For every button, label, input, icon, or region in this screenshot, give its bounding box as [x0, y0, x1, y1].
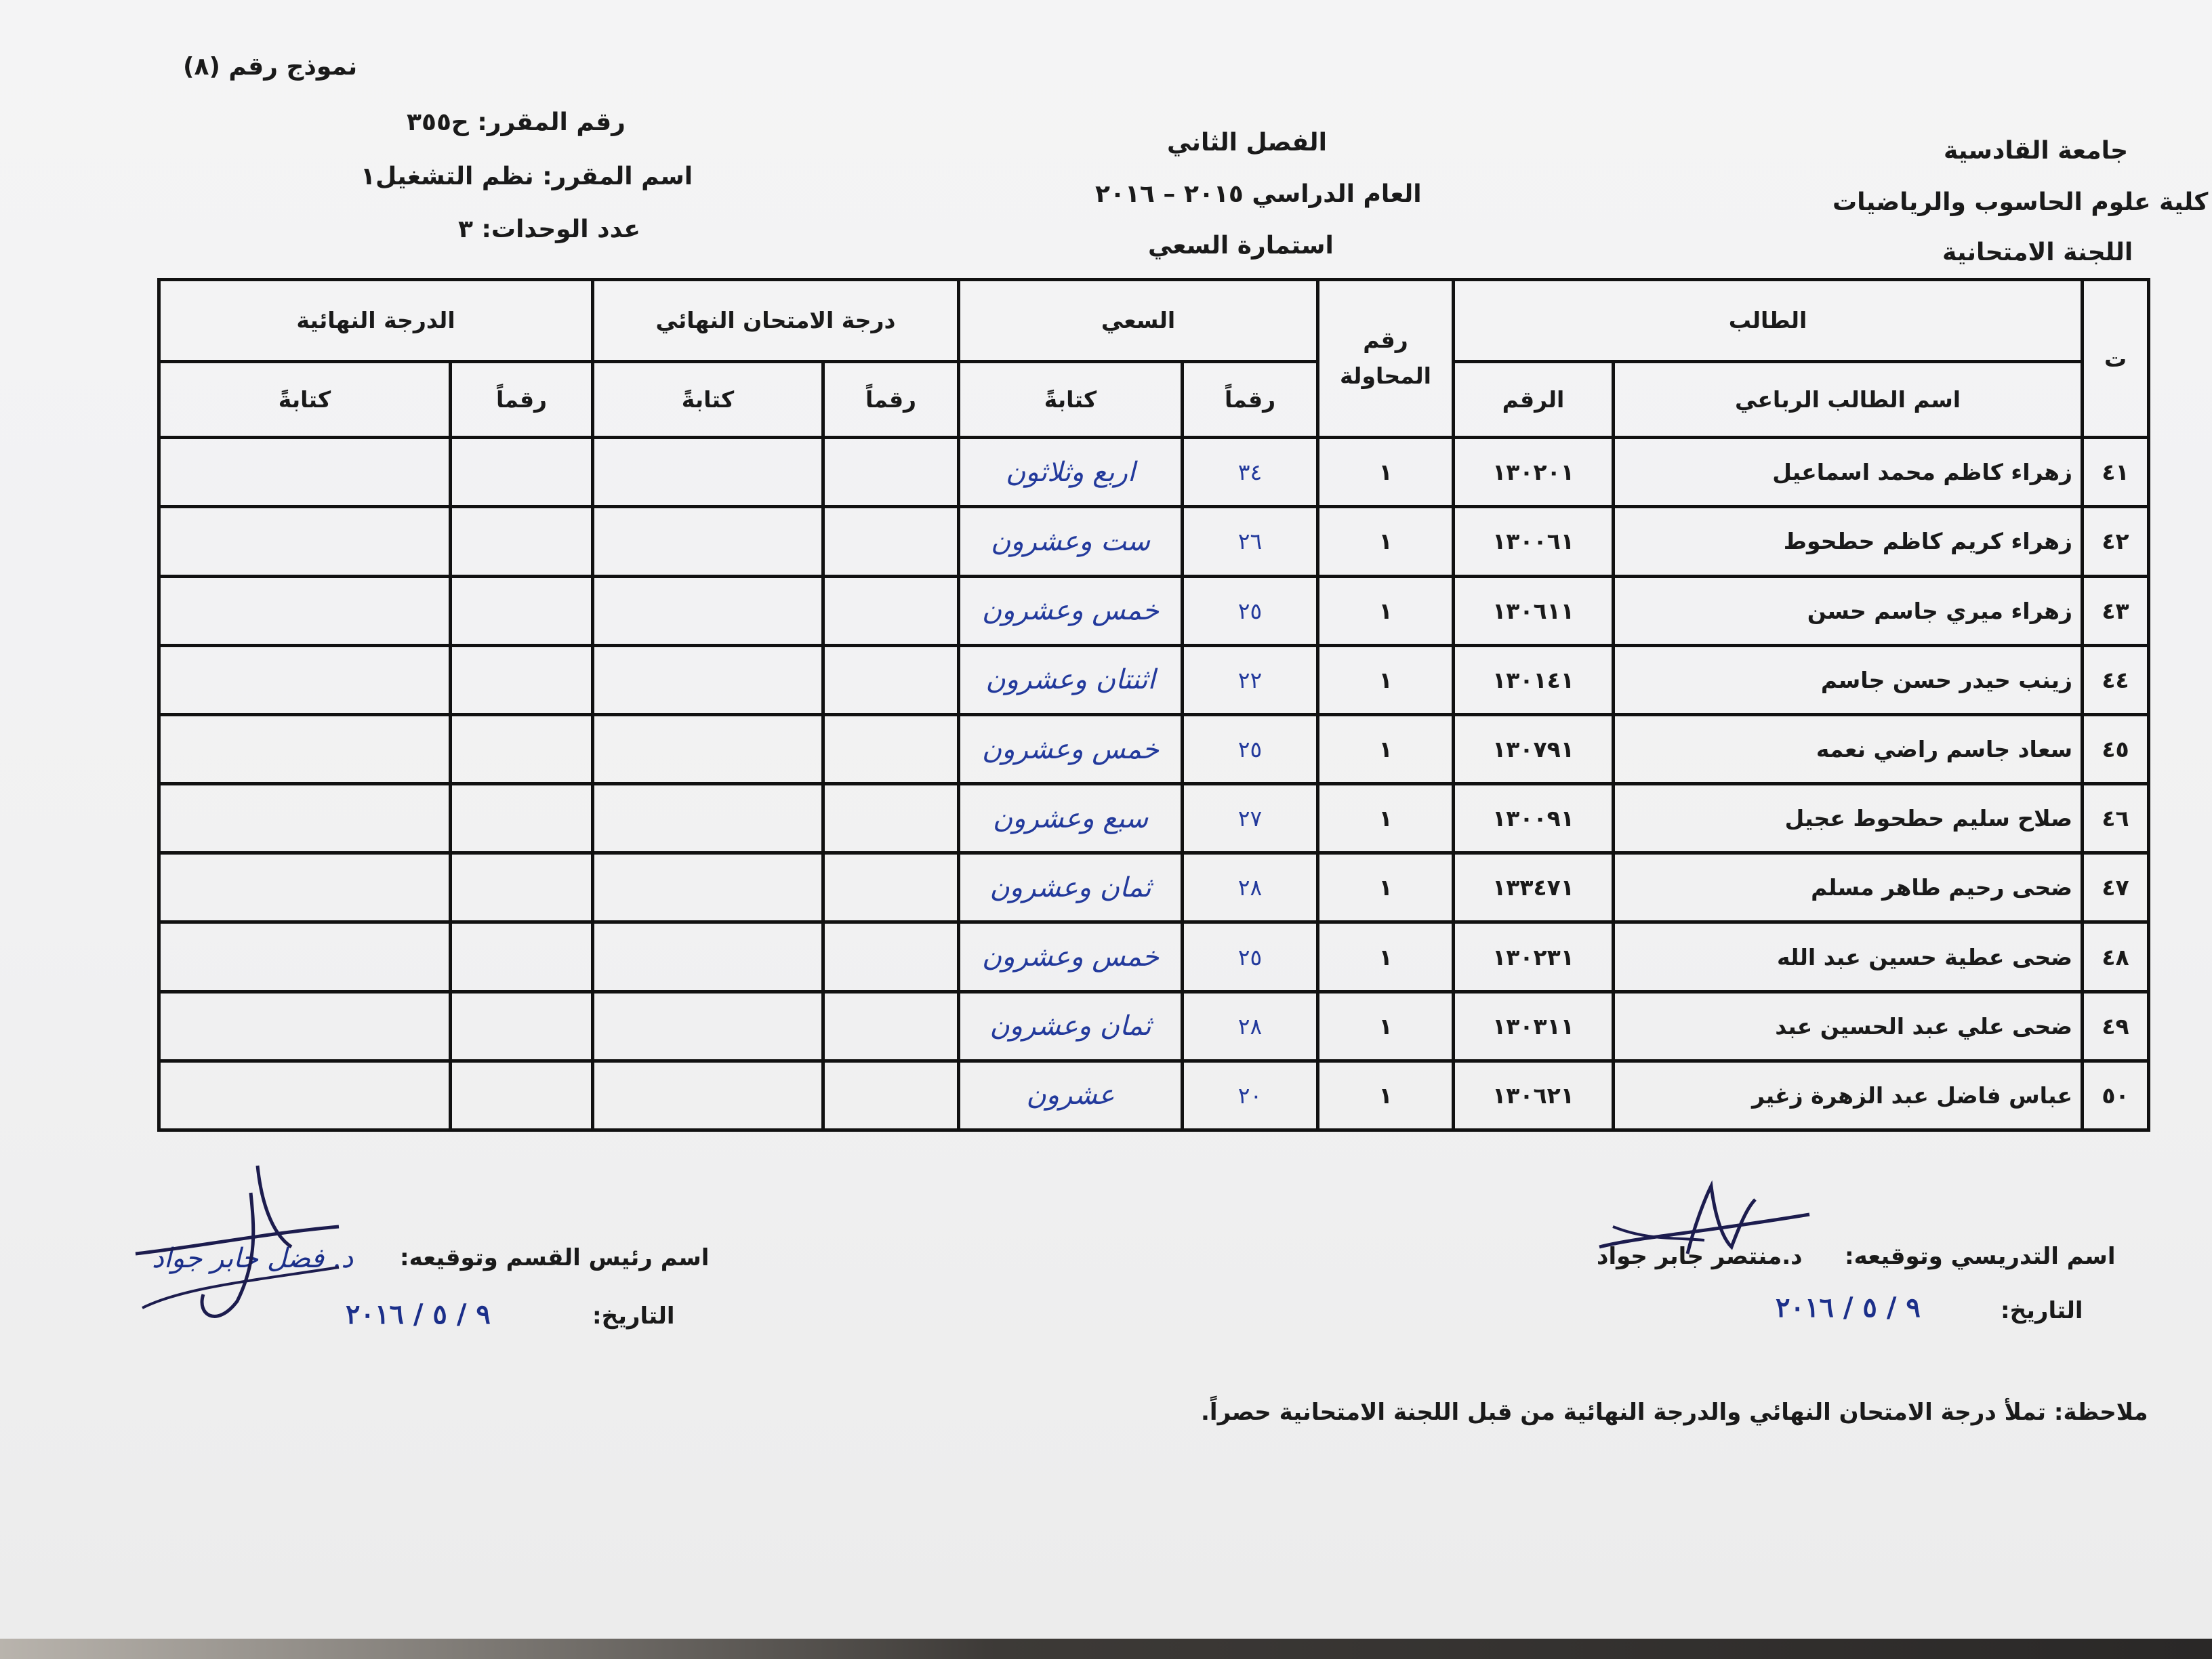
college-name: كلية علوم الحاسوب والرياضيات	[1832, 188, 2209, 216]
row-index: ٤٥	[2083, 714, 2149, 783]
row-index: ٤٨	[2083, 922, 2149, 991]
table-row	[159, 507, 2149, 576]
committee-name: اللجنة الامتحانية	[1942, 239, 2133, 266]
exam-digits-cell	[823, 714, 959, 783]
attempt-number: ١	[1318, 645, 1454, 714]
attempt-number: ١	[1318, 576, 1454, 645]
form-number: نموذج رقم (٨)	[183, 53, 358, 81]
table-row	[159, 438, 2149, 507]
student-number: ١٣٠٧٩١	[1454, 714, 1614, 783]
instructor-name: د.منتصر جابر جواد	[1597, 1243, 1803, 1270]
table-row	[159, 645, 2149, 714]
attempt-number: ١	[1318, 714, 1454, 783]
table-row	[159, 1061, 2149, 1130]
coursework-words: ثمان وعشرون	[959, 991, 1183, 1061]
exam-words-cell	[593, 645, 823, 714]
final-words-cell	[159, 784, 451, 853]
table-row	[159, 714, 2149, 783]
row-index: ٤٤	[2083, 645, 2149, 714]
course-code: رقم المقرر: ح٣٥٥	[407, 108, 626, 136]
attempt-number: ١	[1318, 1061, 1454, 1130]
final-digits-cell	[451, 1061, 593, 1130]
student-name: صلاح سليم حطحوط عجيل	[1614, 784, 2083, 853]
coursework-digits: ٢٥	[1183, 576, 1318, 645]
final-digits-cell	[451, 507, 593, 576]
col-final-words-header: كتابةً	[159, 361, 451, 438]
exam-words-cell	[593, 507, 823, 576]
attempt-number: ١	[1318, 507, 1454, 576]
final-words-cell	[159, 1061, 451, 1130]
table-header-row	[159, 280, 2149, 362]
col-index-header: ت	[2083, 280, 2149, 438]
final-digits-cell	[451, 714, 593, 783]
exam-digits-cell	[823, 784, 959, 853]
final-digits-cell	[451, 991, 593, 1061]
final-words-cell	[159, 576, 451, 645]
coursework-digits: ٢٨	[1183, 853, 1318, 922]
semester: الفصل الثاني	[1167, 129, 1327, 157]
student-number: ١٣٠٠٦١	[1454, 507, 1614, 576]
student-name: ضحى علي عبد الحسين عبد	[1614, 991, 2083, 1061]
exam-words-cell	[593, 438, 823, 507]
final-words-cell	[159, 853, 451, 922]
coursework-words: اربع وثلاثون	[959, 438, 1183, 507]
final-digits-cell	[451, 576, 593, 645]
coursework-words: سبع وعشرون	[959, 784, 1183, 853]
final-words-cell	[159, 714, 451, 783]
col-coursework-header: السعي	[959, 280, 1318, 362]
coursework-digits: ٢٧	[1183, 784, 1318, 853]
exam-words-cell	[593, 576, 823, 645]
coursework-digits: ٣٤	[1183, 438, 1318, 507]
student-name: ضحى رحيم طاهر مسلم	[1614, 853, 2083, 922]
table-row	[159, 853, 2149, 922]
coursework-digits: ٢٢	[1183, 645, 1318, 714]
coursework-digits: ٢٥	[1183, 714, 1318, 783]
row-index: ٤٣	[2083, 576, 2149, 645]
final-digits-cell	[451, 922, 593, 991]
note-text: ملاحظة: تملأ درجة الامتحان النهائي والدرجة النهائية من قبل اللجنة الامتحانية حصراً.	[1201, 1399, 2148, 1426]
row-index: ٤٧	[2083, 853, 2149, 922]
form-title: استمارة السعي	[1148, 232, 1334, 260]
head-name: د. فضل جابر جواد	[152, 1243, 354, 1274]
student-name: عباس فاضل عبد الزهرة زغير	[1614, 1061, 2083, 1130]
row-index: ٤٩	[2083, 991, 2149, 1061]
student-name: زهراء كريم كاظم حطحوط	[1614, 507, 2083, 576]
attempt-number: ١	[1318, 784, 1454, 853]
course-name: اسم المقرر: نظم التشغيل١	[361, 163, 693, 190]
student-name: سعاد جاسم راضي نعمه	[1614, 714, 2083, 783]
final-digits-cell	[451, 784, 593, 853]
student-name: زهراء كاظم محمد اسماعيل	[1614, 438, 2083, 507]
table-row	[159, 784, 2149, 853]
exam-digits-cell	[823, 576, 959, 645]
final-digits-cell	[451, 438, 593, 507]
coursework-words: اثنتان وعشرون	[959, 645, 1183, 714]
student-number: ١٣٠٠٩١	[1454, 784, 1614, 853]
col-exam-words-header: كتابةً	[593, 361, 823, 438]
row-index: ٥٠	[2083, 1061, 2149, 1130]
exam-digits-cell	[823, 1061, 959, 1130]
exam-words-cell	[593, 1061, 823, 1130]
coursework-words: ست وعشرون	[959, 507, 1183, 576]
exam-digits-cell	[823, 645, 959, 714]
exam-words-cell	[593, 784, 823, 853]
col-attempt-header: رقم المحاولة	[1318, 280, 1454, 438]
grades-table	[157, 278, 2147, 1132]
attempt-number: ١	[1318, 853, 1454, 922]
exam-digits-cell	[823, 991, 959, 1061]
coursework-words: عشرون	[959, 1061, 1183, 1130]
instructor-date: ٩ / ٥ / ٢٠١٦	[1776, 1292, 1921, 1324]
instructor-signature	[1586, 1172, 1830, 1267]
units-count: عدد الوحدات: ٣	[458, 216, 640, 243]
final-words-cell	[159, 922, 451, 991]
row-index: ٤٢	[2083, 507, 2149, 576]
exam-digits-cell	[823, 853, 959, 922]
desk-edge	[0, 1639, 2212, 1659]
student-name: زينب حيدر حسن جاسم	[1614, 645, 2083, 714]
student-number: ١٣٠٢٠١	[1454, 438, 1614, 507]
coursework-digits: ٢٥	[1183, 922, 1318, 991]
exam-words-cell	[593, 922, 823, 991]
table-row	[159, 576, 2149, 645]
head-date: ٩ / ٥ / ٢٠١٦	[346, 1298, 491, 1330]
attempt-number: ١	[1318, 438, 1454, 507]
student-name: ضحى عطية حسين عبد الله	[1614, 922, 2083, 991]
col-student-number-header: الرقم	[1454, 361, 1614, 438]
student-number: ١٣٠٦٢١	[1454, 1061, 1614, 1130]
final-words-cell	[159, 645, 451, 714]
col-exam-digits-header: رقماً	[823, 361, 959, 438]
coursework-words: خمس وعشرون	[959, 576, 1183, 645]
col-coursework-words-header: كتابةً	[959, 361, 1183, 438]
attempt-number: ١	[1318, 991, 1454, 1061]
exam-digits-cell	[823, 507, 959, 576]
head-label: اسم رئيس القسم وتوقيعه:	[400, 1244, 710, 1271]
row-index: ٤٦	[2083, 784, 2149, 853]
exam-words-cell	[593, 991, 823, 1061]
instructor-label: اسم التدريسي وتوقيعه:	[1845, 1243, 2116, 1270]
academic-year: العام الدراسي ٢٠١٥ – ٢٠١٦	[1095, 180, 1422, 208]
table-subheader-row	[159, 361, 2149, 438]
student-number: ١٣٠٦١١	[1454, 576, 1614, 645]
exam-digits-cell	[823, 922, 959, 991]
coursework-digits: ٢٠	[1183, 1061, 1318, 1130]
final-digits-cell	[451, 645, 593, 714]
coursework-digits: ٢٨	[1183, 991, 1318, 1061]
col-final-exam-header: درجة الامتحان النهائي	[593, 280, 959, 362]
col-student-name-header: اسم الطالب الرباعي	[1614, 361, 2083, 438]
coursework-digits: ٢٦	[1183, 507, 1318, 576]
col-coursework-digits-header: رقماً	[1183, 361, 1318, 438]
exam-words-cell	[593, 714, 823, 783]
final-words-cell	[159, 507, 451, 576]
col-final-grade-header: الدرجة النهائية	[159, 280, 593, 362]
instructor-date-label: التاريخ:	[2001, 1297, 2083, 1324]
coursework-words: خمس وعشرون	[959, 922, 1183, 991]
student-number: ١٣٠٣١١	[1454, 991, 1614, 1061]
row-index: ٤١	[2083, 438, 2149, 507]
final-words-cell	[159, 438, 451, 507]
coursework-words: خمس وعشرون	[959, 714, 1183, 783]
student-number: ١٣٣٤٧١	[1454, 853, 1614, 922]
attempt-number: ١	[1318, 922, 1454, 991]
exam-digits-cell	[823, 438, 959, 507]
coursework-words: ثمان وعشرون	[959, 853, 1183, 922]
final-digits-cell	[451, 853, 593, 922]
table-row	[159, 922, 2149, 991]
col-final-digits-header: رقماً	[451, 361, 593, 438]
university-name: جامعة القادسية	[1944, 137, 2129, 165]
table-row	[159, 991, 2149, 1061]
col-student-header: الطالب	[1454, 280, 2083, 362]
head-signature	[115, 1152, 400, 1349]
student-number: ١٣٠١٤١	[1454, 645, 1614, 714]
head-date-label: التاريخ:	[592, 1303, 675, 1330]
student-number: ١٣٠٢٣١	[1454, 922, 1614, 991]
exam-words-cell	[593, 853, 823, 922]
final-words-cell	[159, 991, 451, 1061]
student-name: زهراء ميري جاسم حسن	[1614, 576, 2083, 645]
